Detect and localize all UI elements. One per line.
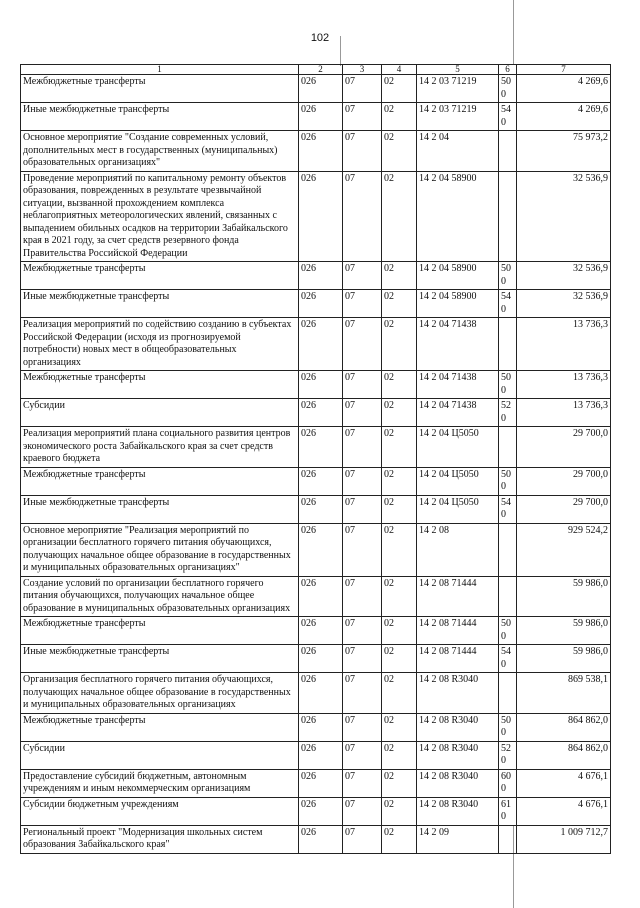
expense-name-cell: Субсидии бюджетным учреждениям [21,797,299,825]
expense-type-cell: 500 [499,713,517,741]
section-code-cell: 07 [343,290,382,318]
ministry-code-cell: 026 [299,797,343,825]
expense-name-cell: Межбюджетные трансферты [21,713,299,741]
expense-type-cell: 540 [499,103,517,131]
subsection-code-cell: 02 [382,645,417,673]
subsection-code-cell: 02 [382,495,417,523]
expense-type-cell: 500 [499,371,517,399]
target-article-cell: 14 2 08 71444 [417,617,499,645]
section-code-cell: 07 [343,318,382,371]
expense-type-cell [499,523,517,576]
subsection-code-cell: 02 [382,523,417,576]
table-row [21,576,611,617]
subsection-code-cell: 02 [382,617,417,645]
target-article-cell: 14 2 04 Ц5050 [417,427,499,468]
expense-name-cell: Межбюджетные трансферты [21,467,299,495]
ministry-code-cell: 026 [299,371,343,399]
subsection-code-cell: 02 [382,741,417,769]
subsection-code-cell: 02 [382,131,417,172]
table-row [21,825,611,853]
table-row [21,673,611,714]
table-row [21,171,611,262]
amount-cell: 929 524,2 [517,523,611,576]
expense-type-cell [499,576,517,617]
column-header-4: 4 [382,65,417,75]
section-code-cell: 07 [343,797,382,825]
expense-name-cell: Межбюджетные трансферты [21,75,299,103]
target-article-cell: 14 2 08 [417,523,499,576]
target-article-cell: 14 2 04 71438 [417,318,499,371]
table-row [21,797,611,825]
subsection-code-cell: 02 [382,75,417,103]
table-row [21,769,611,797]
subsection-code-cell: 02 [382,103,417,131]
expense-type-cell: 540 [499,290,517,318]
scan-artifact-line [340,36,341,66]
subsection-code-cell: 02 [382,797,417,825]
amount-cell: 59 986,0 [517,617,611,645]
table-row [21,645,611,673]
amount-cell: 13 736,3 [517,318,611,371]
table-row [21,262,611,290]
section-code-cell: 07 [343,262,382,290]
ministry-code-cell: 026 [299,495,343,523]
subsection-code-cell: 02 [382,576,417,617]
subsection-code-cell: 02 [382,399,417,427]
expense-type-cell: 600 [499,769,517,797]
target-article-cell: 14 2 04 58900 [417,171,499,262]
amount-cell: 864 862,0 [517,741,611,769]
expense-name-cell: Проведение мероприятий по капитальному ремонту объектов образования, поврежденных в результате чрезвычайной ситуации, вызванной прохождением комплекса неблагоприятных метеорологических явлений, связанных с выпадением обильных осадков на территории Забайкальского края в 2021 году, за счет средств резервного фонда Правительства Российской Федерации [21,171,299,262]
ministry-code-cell: 026 [299,131,343,172]
table-row [21,318,611,371]
expense-name-cell: Создание условий по организации бесплатного горячего питания обучающихся, получающих начальное общее образование в муниципальных образовательных организациях [21,576,299,617]
table-row [21,617,611,645]
column-header-5: 5 [417,65,499,75]
table-row [21,427,611,468]
subsection-code-cell: 02 [382,825,417,853]
section-code-cell: 07 [343,399,382,427]
ministry-code-cell: 026 [299,617,343,645]
column-header-2: 2 [299,65,343,75]
table-row [21,713,611,741]
subsection-code-cell: 02 [382,427,417,468]
ministry-code-cell: 026 [299,171,343,262]
section-code-cell: 07 [343,617,382,645]
amount-cell: 4 676,1 [517,769,611,797]
amount-cell: 13 736,3 [517,371,611,399]
target-article-cell: 14 2 08 71444 [417,645,499,673]
section-code-cell: 07 [343,673,382,714]
expense-type-cell [499,427,517,468]
ministry-code-cell: 026 [299,825,343,853]
target-article-cell: 14 2 04 58900 [417,290,499,318]
column-header-7: 7 [517,65,611,75]
table-row [21,495,611,523]
amount-cell: 32 536,9 [517,262,611,290]
target-article-cell: 14 2 04 71438 [417,371,499,399]
amount-cell: 29 700,0 [517,495,611,523]
section-code-cell: 07 [343,825,382,853]
ministry-code-cell: 026 [299,769,343,797]
subsection-code-cell: 02 [382,713,417,741]
table-row [21,741,611,769]
column-header-6: 6 [499,65,517,75]
ministry-code-cell: 026 [299,399,343,427]
ministry-code-cell: 026 [299,262,343,290]
ministry-code-cell: 026 [299,523,343,576]
subsection-code-cell: 02 [382,769,417,797]
table-row [21,371,611,399]
expense-name-cell: Основное мероприятие "Реализация мероприятий по организации бесплатного горячего питания обучающихся, получающих начальное общее образование в государственных и муниципальных образовательных организациях" [21,523,299,576]
amount-cell: 4 676,1 [517,797,611,825]
table-row [21,467,611,495]
section-code-cell: 07 [343,75,382,103]
expense-name-cell: Межбюджетные трансферты [21,262,299,290]
subsection-code-cell: 02 [382,290,417,318]
amount-cell: 59 986,0 [517,645,611,673]
section-code-cell: 07 [343,713,382,741]
table-row [21,399,611,427]
target-article-cell: 14 2 08 R3040 [417,769,499,797]
subsection-code-cell: 02 [382,673,417,714]
table-row [21,75,611,103]
target-article-cell: 14 2 03 71219 [417,103,499,131]
amount-cell: 864 862,0 [517,713,611,741]
table-row [21,131,611,172]
table-row [21,290,611,318]
target-article-cell: 14 2 08 R3040 [417,673,499,714]
expense-type-cell [499,318,517,371]
section-code-cell: 07 [343,427,382,468]
ministry-code-cell: 026 [299,427,343,468]
expense-name-cell: Реализация мероприятий по содействию созданию в субъектах Российской Федерации (исходя из прогнозируемой потребности) новых мест в общеобразовательных организациях [21,318,299,371]
expense-name-cell: Межбюджетные трансферты [21,617,299,645]
expense-name-cell: Субсидии [21,399,299,427]
expense-name-cell: Иные межбюджетные трансферты [21,645,299,673]
expense-type-cell: 500 [499,75,517,103]
section-code-cell: 07 [343,103,382,131]
expense-type-cell [499,131,517,172]
target-article-cell: 14 2 08 R3040 [417,741,499,769]
ministry-code-cell: 026 [299,103,343,131]
section-code-cell: 07 [343,645,382,673]
ministry-code-cell: 026 [299,645,343,673]
column-header-3: 3 [343,65,382,75]
ministry-code-cell: 026 [299,290,343,318]
subsection-code-cell: 02 [382,371,417,399]
expense-type-cell: 500 [499,262,517,290]
subsection-code-cell: 02 [382,171,417,262]
target-article-cell: 14 2 04 71438 [417,399,499,427]
expense-name-cell: Иные межбюджетные трансферты [21,103,299,131]
expense-name-cell: Межбюджетные трансферты [21,371,299,399]
expense-name-cell: Организация бесплатного горячего питания обучающихся, получающих начальное общее образование в государственных и муниципальных образовательных организациях [21,673,299,714]
page-number: 102 [310,32,330,44]
target-article-cell: 14 2 08 R3040 [417,797,499,825]
ministry-code-cell: 026 [299,576,343,617]
expense-name-cell: Реализация мероприятий плана социального развития центров экономического роста Забайкальского края за счет средств краевого бюджета [21,427,299,468]
target-article-cell: 14 2 04 Ц5050 [417,495,499,523]
amount-cell: 869 538,1 [517,673,611,714]
expense-name-cell: Иные межбюджетные трансферты [21,495,299,523]
section-code-cell: 07 [343,769,382,797]
target-article-cell: 14 2 04 Ц5050 [417,467,499,495]
expense-type-cell: 520 [499,741,517,769]
target-article-cell: 14 2 03 71219 [417,75,499,103]
expense-name-cell: Предоставление субсидий бюджетным, автономным учреждениям и иным некоммерческим организациям [21,769,299,797]
target-article-cell: 14 2 09 [417,825,499,853]
amount-cell: 4 269,6 [517,103,611,131]
expense-type-cell: 500 [499,617,517,645]
amount-cell: 32 536,9 [517,171,611,262]
target-article-cell: 14 2 08 R3040 [417,713,499,741]
expense-type-cell [499,673,517,714]
ministry-code-cell: 026 [299,673,343,714]
expense-type-cell [499,825,517,853]
expense-type-cell: 540 [499,495,517,523]
expense-name-cell: Региональный проект "Модернизация школьных систем образования Забайкальского края" [21,825,299,853]
target-article-cell: 14 2 04 [417,131,499,172]
subsection-code-cell: 02 [382,318,417,371]
section-code-cell: 07 [343,576,382,617]
table-row [21,523,611,576]
amount-cell: 32 536,9 [517,290,611,318]
expense-type-cell: 610 [499,797,517,825]
subsection-code-cell: 02 [382,467,417,495]
expense-name-cell: Основное мероприятие "Создание современных условий, дополнительных мест в государственных (муниципальных) образовательных организациях" [21,131,299,172]
amount-cell: 75 973,2 [517,131,611,172]
section-code-cell: 07 [343,523,382,576]
expense-type-cell: 520 [499,399,517,427]
amount-cell: 1 009 712,7 [517,825,611,853]
amount-cell: 4 269,6 [517,75,611,103]
header-row [21,65,611,75]
section-code-cell: 07 [343,131,382,172]
section-code-cell: 07 [343,467,382,495]
ministry-code-cell: 026 [299,75,343,103]
budget-table [20,64,611,854]
target-article-cell: 14 2 08 71444 [417,576,499,617]
section-code-cell: 07 [343,741,382,769]
expense-type-cell: 540 [499,645,517,673]
expense-name-cell: Иные межбюджетные трансферты [21,290,299,318]
ministry-code-cell: 026 [299,318,343,371]
amount-cell: 29 700,0 [517,467,611,495]
table-row [21,103,611,131]
expense-name-cell: Субсидии [21,741,299,769]
amount-cell: 13 736,3 [517,399,611,427]
subsection-code-cell: 02 [382,262,417,290]
ministry-code-cell: 026 [299,741,343,769]
ministry-code-cell: 026 [299,713,343,741]
column-header-1: 1 [21,65,299,75]
section-code-cell: 07 [343,171,382,262]
amount-cell: 59 986,0 [517,576,611,617]
expense-type-cell: 500 [499,467,517,495]
section-code-cell: 07 [343,495,382,523]
amount-cell: 29 700,0 [517,427,611,468]
target-article-cell: 14 2 04 58900 [417,262,499,290]
section-code-cell: 07 [343,371,382,399]
expense-type-cell [499,171,517,262]
scan-artifact-line [513,0,514,64]
ministry-code-cell: 026 [299,467,343,495]
